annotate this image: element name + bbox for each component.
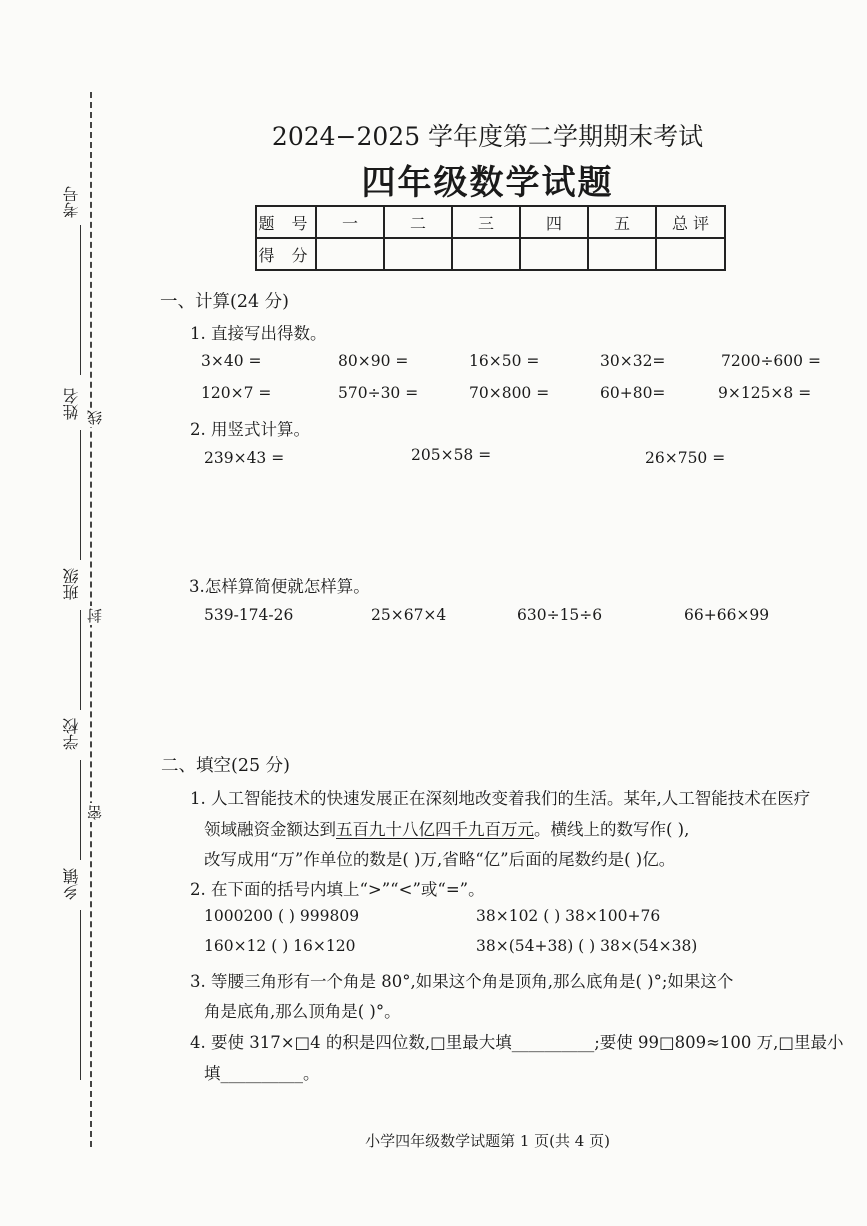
simplify-calc-item: 539-174-26 [204,606,294,624]
fill-q3-line2: 角是底角,那么顶角是( )°。 [204,1002,401,1021]
score-table-header: 一 [316,206,384,238]
score-cell[interactable] [452,238,520,270]
fill-q1-underlined-number: 五百九十八亿四千九百万元 [336,820,534,839]
compare-item: 38×(54+38) ( ) 38×(54×38) [476,937,698,955]
fill-q3-line1: 3. 等腰三角形有一个角是 80°,如果这个角是顶角,那么底角是( )°;如果这个 [190,972,734,991]
fill-q1-line1: 1. 人工智能技术的快速发展正在深刻地改变着我们的生活。某年,人工智能技术在医疗 [190,789,811,808]
margin-label-name: 姓名 [62,388,81,420]
subject-title: 四年级数学试题 [361,163,614,203]
margin-label-class: 班级 [62,568,81,600]
section2-title: 二、填空(25 分) [161,756,290,776]
score-table-score-row [256,238,725,270]
compare-item: 38×102 ( ) 38×100+76 [476,907,661,925]
score-cell[interactable] [588,238,656,270]
fill-q1-line2-end: 。横线上的数写作( ), [534,820,690,839]
seal-char-secret: 密 [86,805,104,820]
fill-q2-title: 2. 在下面的括号内填上“>”“<”或“=”。 [190,880,485,899]
calc-item: 9×125×8 = [718,384,812,402]
score-table-header-row [256,206,725,238]
score-row-label: 得 分 [256,238,316,270]
calc-item: 16×50 = [469,352,540,370]
section1-q3-title: 3.怎样算简便就怎样算。 [189,577,370,596]
fill-q1-line3: 改写成用“万”作单位的数是( )万,省略“亿”后面的尾数约是( )亿。 [204,850,676,869]
section1-q1-title: 1. 直接写出得数。 [190,324,327,343]
calc-item: 80×90 = [338,352,409,370]
score-table-header: 二 [384,206,452,238]
seal-char-line: 线 [86,410,104,425]
margin-label-township: 乡镇 [62,868,81,900]
section1-title: 一、计算(24 分) [160,292,289,312]
township-blank[interactable] [80,910,81,1080]
calc-item: 7200÷600 = [721,352,821,370]
fill-q1-line2 [204,816,689,840]
calc-item: 120×7 = [201,384,272,402]
exam-title: 2024−2025 学年度第二学期期末考试 [271,122,704,151]
vertical-calc-item: 26×750 = [645,449,726,467]
simplify-calc-item: 630÷15÷6 [517,606,603,624]
calc-item: 30×32= [600,352,666,370]
seal-char-seal: 封 [86,608,104,623]
calc-item: 60+80= [600,384,666,402]
vertical-calc-item: 239×43 = [204,449,285,467]
score-cell[interactable] [384,238,452,270]
score-table-header: 题 号 [256,206,316,238]
compare-item: 1000200 ( ) 999809 [204,907,360,925]
section1-q2-title: 2. 用竖式计算。 [190,420,310,439]
calc-item: 70×800 = [469,384,550,402]
exam-number-blank[interactable] [80,225,81,375]
score-table-header: 总 评 [656,206,725,238]
fill-q1-line2-start: 领域融资金额达到 [204,820,336,839]
calc-item: 3×40 = [201,352,262,370]
score-table-header: 四 [520,206,588,238]
school-blank[interactable] [80,760,81,860]
simplify-calc-item: 66+66×99 [684,606,770,624]
simplify-calc-item: 25×67×4 [371,606,447,624]
score-cell[interactable] [316,238,384,270]
margin-label-school: 学校 [62,718,81,750]
score-cell[interactable] [520,238,588,270]
class-blank[interactable] [80,610,81,710]
fill-q4-line2: 填__________。 [204,1064,320,1083]
name-blank[interactable] [80,430,81,560]
score-cell[interactable] [656,238,725,270]
compare-item: 160×12 ( ) 16×120 [204,937,356,955]
page-footer: 小学四年级数学试题第 1 页(共 4 页) [365,1132,610,1150]
score-table-header: 三 [452,206,520,238]
score-table-header: 五 [588,206,656,238]
fill-q4-line1: 4. 要使 317×□4 的积是四位数,□里最大填__________;要使 99□809≈100 万,□里最小 [190,1033,844,1052]
margin-label-exam-number: 考号 [62,186,81,218]
vertical-calc-item: 205×58 = [411,446,492,464]
score-table [255,205,726,271]
calc-item: 570÷30 = [338,384,419,402]
